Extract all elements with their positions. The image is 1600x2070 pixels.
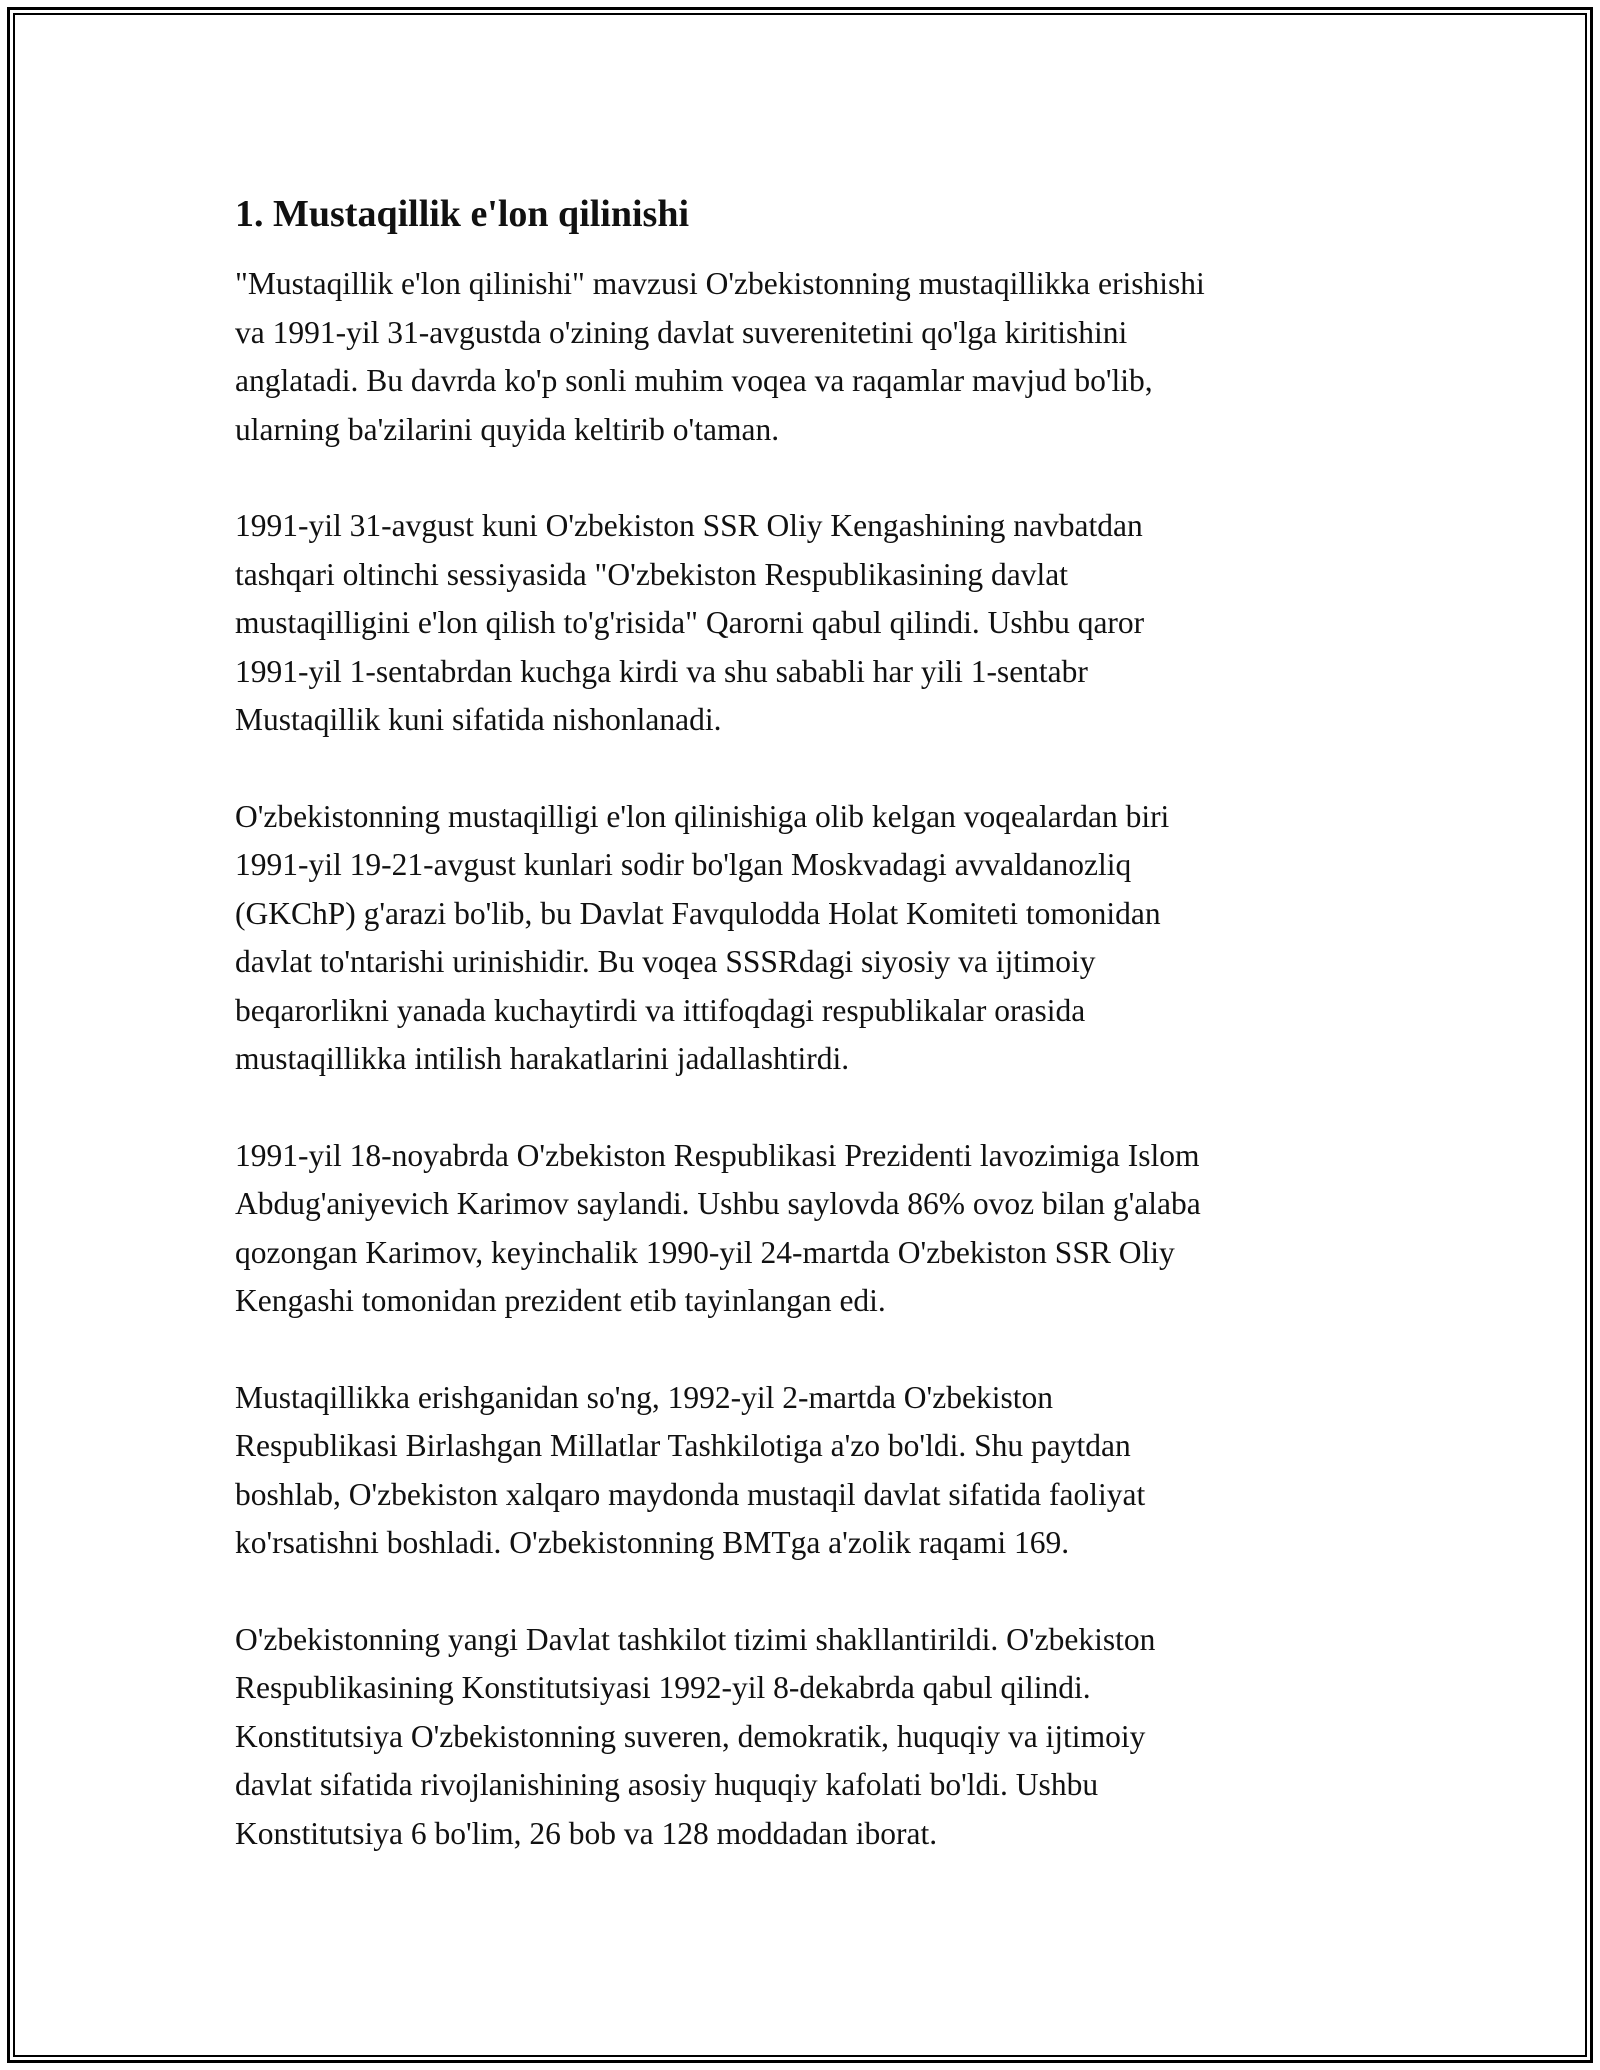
paragraph-1: "Mustaqillik e'lon qilinishi" mavzusi O'zbekistonning mustaqillikka erishishi va 1991-yil 31-avgustda o'zining davlat suverenitetini qo'lga kiritishini anglatadi. Bu davrda ko'p sonli muhim voqea va raqamlar mavjud bo'lib, ularning ba'zilarini quyida keltirib o'taman. xyxy=(235,266,1205,447)
page-title: 1. Mustaqillik e'lon qilinishi xyxy=(235,193,690,235)
paragraph-2: 1991-yil 31-avgust kuni O'zbekiston SSR Oliy Kengashining navbatdan tashqari oltinchi sessiyasida "O'zbekiston Respublikasining davlat mustaqilligini e'lon qilish to'g'risida" Qarorni qabul qilindi. Ushbu qaror 1991-yil 1-sentabrdan kuchga kirdi va shu sababli har yili 1-sentabr Mustaqillik kuni sifatida nishonlanadi. xyxy=(235,508,1145,737)
paragraph-6: O'zbekistonning yangi Davlat tashkilot tizimi shakllantirildi. O'zbekiston Respublikasining Konstitutsiyasi 1992-yil 8-dekabrda qabul qilindi. Konstitutsiya O'zbekistonning suveren, demokratik, huquqiy va ijtimoiy davlat sifatida rivojlanishining asosiy huquqiy kafolati bo'ldi. Ushbu Konstitutsiya 6 bo'lim, 26 bob va 128 moddadan iborat. xyxy=(235,1621,1156,1851)
document-body xyxy=(235,188,1375,1906)
paragraph-4: 1991-yil 18-noyabrda O'zbekiston Respublikasi Prezidenti lavozimiga Islom Abdug'aniyevich Karimov saylandi. Ushbu saylovda 86% ovoz bilan g'alaba qozongan Karimov, keyinchalik 1990-yil 24-martda O'zbekiston SSR Oliy Kengashi tomonidan prezident etib tayinlangan edi. xyxy=(235,1137,1201,1318)
paragraph-3: O'zbekistonning mustaqilligi e'lon qilinishiga olib kelgan voqealardan biri 1991-yil 19-21-avgust kunlari sodir bo'lgan Moskvadagi avvaldanozliq (GKChP) g'arazi bo'lib, bu Davlat Favqulodda Holat Komiteti tomonidan davlat to'ntarishi urinishidir. Bu voqea SSSRdagi siyosiy va ijtimoiy beqarorlikni yanada kuchaytirdi va ittifoqdagi respublikalar orasida mustaqillikka intilish harakatlarini jadallashtirdi. xyxy=(235,798,1170,1076)
paragraph-5: Mustaqillikka erishganidan so'ng, 1992-yil 2-martda O'zbekiston Respublikasi Birlashgan Millatlar Tashkilotiga a'zo bo'ldi. Shu paytdan boshlab, O'zbekiston xalqaro maydonda mustaqil davlat sifatida faoliyat ko'rsatishni boshladi. O'zbekistonning BMTga a'zolik raqami 169. xyxy=(235,1379,1146,1560)
